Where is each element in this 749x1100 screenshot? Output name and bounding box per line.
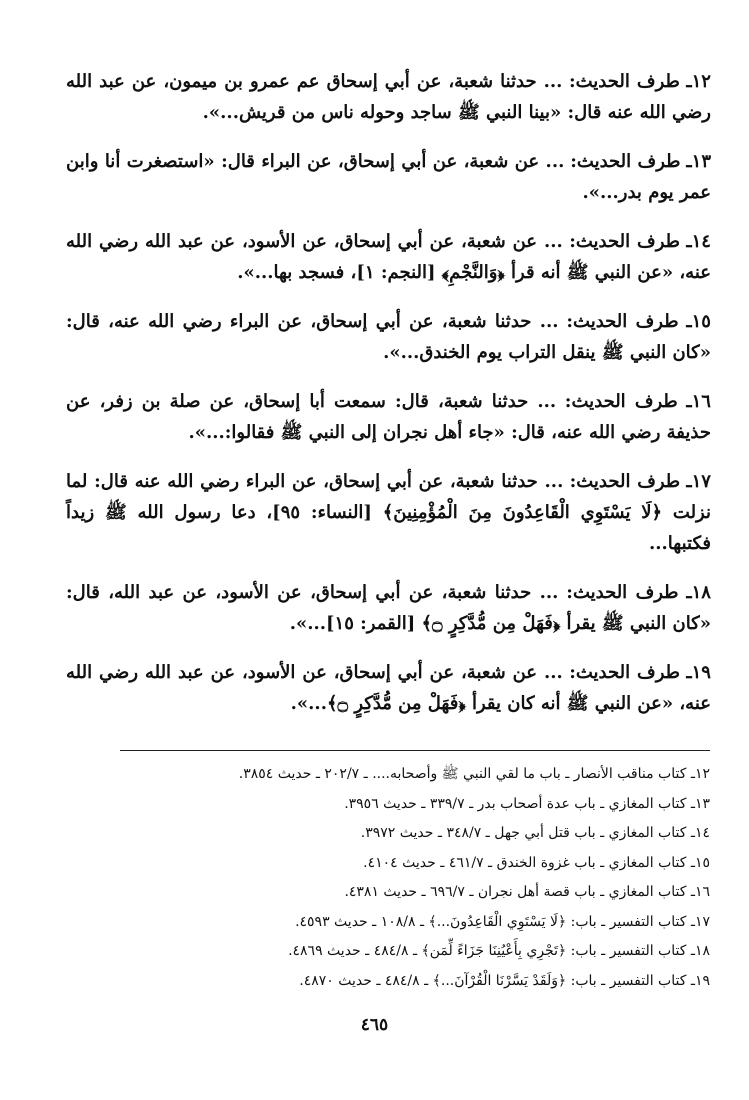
entry-label: طرف الحديث: (569, 231, 680, 252)
hadith-entry-17 (66, 466, 711, 559)
entry-number: ١٨ـ (686, 582, 711, 603)
entry-number: ١٦ـ (686, 391, 711, 412)
footnote-16: ١٦ـ كتاب المغازي ـ باب قصة أهل نجران ـ ٦٩٦/٧ ـ حديث ٤٣٨١. (344, 884, 710, 900)
hadith-list (66, 48, 711, 736)
footnote-18: ١٨ـ كتاب التفسير ـ باب: ﴿تَجْرِي بِأَعْيُنِنَا جَزَاءً لِّمَن﴾ ـ ٤٨٤/٨ ـ حديث ٤٨٦٩. (288, 943, 710, 959)
footnote-15: ١٥ـ كتاب المغازي ـ باب غزوة الخندق ـ ٤٦١/٧ ـ حديث ٤١٠٤. (363, 854, 710, 871)
footnote-divider (120, 750, 710, 751)
entry-number: ١٥ـ (686, 311, 711, 332)
entry-number: ١٩ـ (686, 662, 711, 683)
entry-label: طرف الحديث: (564, 391, 678, 412)
hadith-entry-13 (66, 146, 711, 208)
hadith-entry-19 (66, 657, 711, 719)
footnote-17: ١٧ـ كتاب التفسير ـ باب: ﴿لَا يَسْتَوِي الْقَاعِدُونَ...﴾ ـ ١٠٨/٨ ـ حديث ٤٥٩٣. (295, 913, 710, 930)
entry-text: ... حدثنا شعبة، عن أبي إسحاق، عن البراء رضي الله عنه، قال: «كان النبي ﷺ ينقل التراب يوم الخندق...». (66, 311, 711, 363)
footnote-13: ١٣ـ كتاب المغازي ـ باب عدة أصحاب بدر ـ ٣٣٩/٧ ـ حديث ٣٩٥٦. (344, 795, 710, 812)
hadith-entry-14 (66, 226, 711, 288)
entry-text: ... حدثنا شعبة، عن أبي إسحاق، عن البراء رضي الله عنه قال: لما نزلت ﴿لَا يَسْتَوِي الْقَاعِدُونَ مِنَ الْمُؤْمِنِينَ﴾ [النساء: ٩٥]، دعا رسول الله ﷺ زيداً فكتبها... (66, 471, 712, 554)
footnote-14: ١٤ـ كتاب المغازي ـ باب قتل أبي جهل ـ ٣٤٨/٧ ـ حديث ٣٩٧٢. (360, 825, 710, 841)
footnote-19: ١٩ـ كتاب التفسير ـ باب: ﴿وَلَقَدْ يَسَّرْنَا الْقُرْآنَ...﴾ ـ ٤٨٤/٨ ـ حديث ٤٨٧٠. (299, 972, 710, 989)
entry-label: طرف الحديث: (569, 471, 681, 492)
hadith-entry-12 (66, 66, 711, 128)
hadith-entry-15 (66, 306, 711, 368)
entry-number: ١٤ـ (686, 231, 711, 252)
entry-text: ... حدثنا شعبة، عن أبي إسحاق عم عمرو بن ميمون، عن عبد الله رضي الله عنه قال: «بينا النبي ﷺ ساجد وحوله ناس من قريش...». (66, 71, 711, 123)
entry-label: طرف الحديث: (570, 151, 681, 172)
entry-text: ... حدثنا شعبة، قال: سمعت أبا إسحاق، عن صلة بن زفر، عن حذيفة رضي الله عنه، قال: «جاء أهل نجران إلى النبي ﷺ فقالوا:...». (66, 391, 711, 443)
entry-text: ... عن شعبة، عن أبي إسحاق، عن الأسود، عن عبد الله رضي الله عنه، «عن النبي ﷺ أنه قرأ ﴿وَالنَّجْمِ﴾ [النجم: ١]، فسجد بها...». (66, 231, 711, 283)
entry-label: طرف الحديث: (566, 311, 679, 332)
entry-text: ... عن شعبة، عن أبي إسحاق، عن البراء قال: «استصغرت أنا وابن عمر يوم بدر...». (66, 151, 711, 203)
hadith-entry-16 (66, 386, 711, 448)
entry-label: طرف الحديث: (569, 662, 680, 683)
entry-text: ... عن شعبة، عن أبي إسحاق، عن الأسود، عن عبد الله رضي الله عنه، «عن النبي ﷺ أنه كان يقرأ ﴿فَهَلْ مِن مُّدَّكِرٍ ۝﴾...». (66, 662, 711, 714)
page-number: ٤٦٥ (360, 1015, 389, 1035)
entry-text: ... حدثنا شعبة، عن أبي إسحاق، عن الأسود، عن عبد الله، قال: «كان النبي ﷺ يقرأ ﴿فَهَلْ مِن مُّدَّكِرٍ ۝﴾ [القمر: ١٥]...». (66, 582, 711, 634)
entry-number: ١٢ـ (686, 71, 711, 92)
footnote-12: ١٢ـ كتاب مناقب الأنصار ـ باب ما لقي النبي ﷺ وأصحابه.... ـ ٢٠٢/٧ ـ حديث ٣٨٥٤. (238, 766, 710, 782)
footnotes (90, 760, 710, 996)
entry-label: طرف الحديث: (566, 582, 679, 603)
hadith-entry-18 (66, 577, 711, 639)
entry-number: ١٣ـ (686, 151, 711, 172)
entry-label: طرف الحديث: (568, 71, 680, 92)
entry-number: ١٧ـ (686, 471, 711, 492)
